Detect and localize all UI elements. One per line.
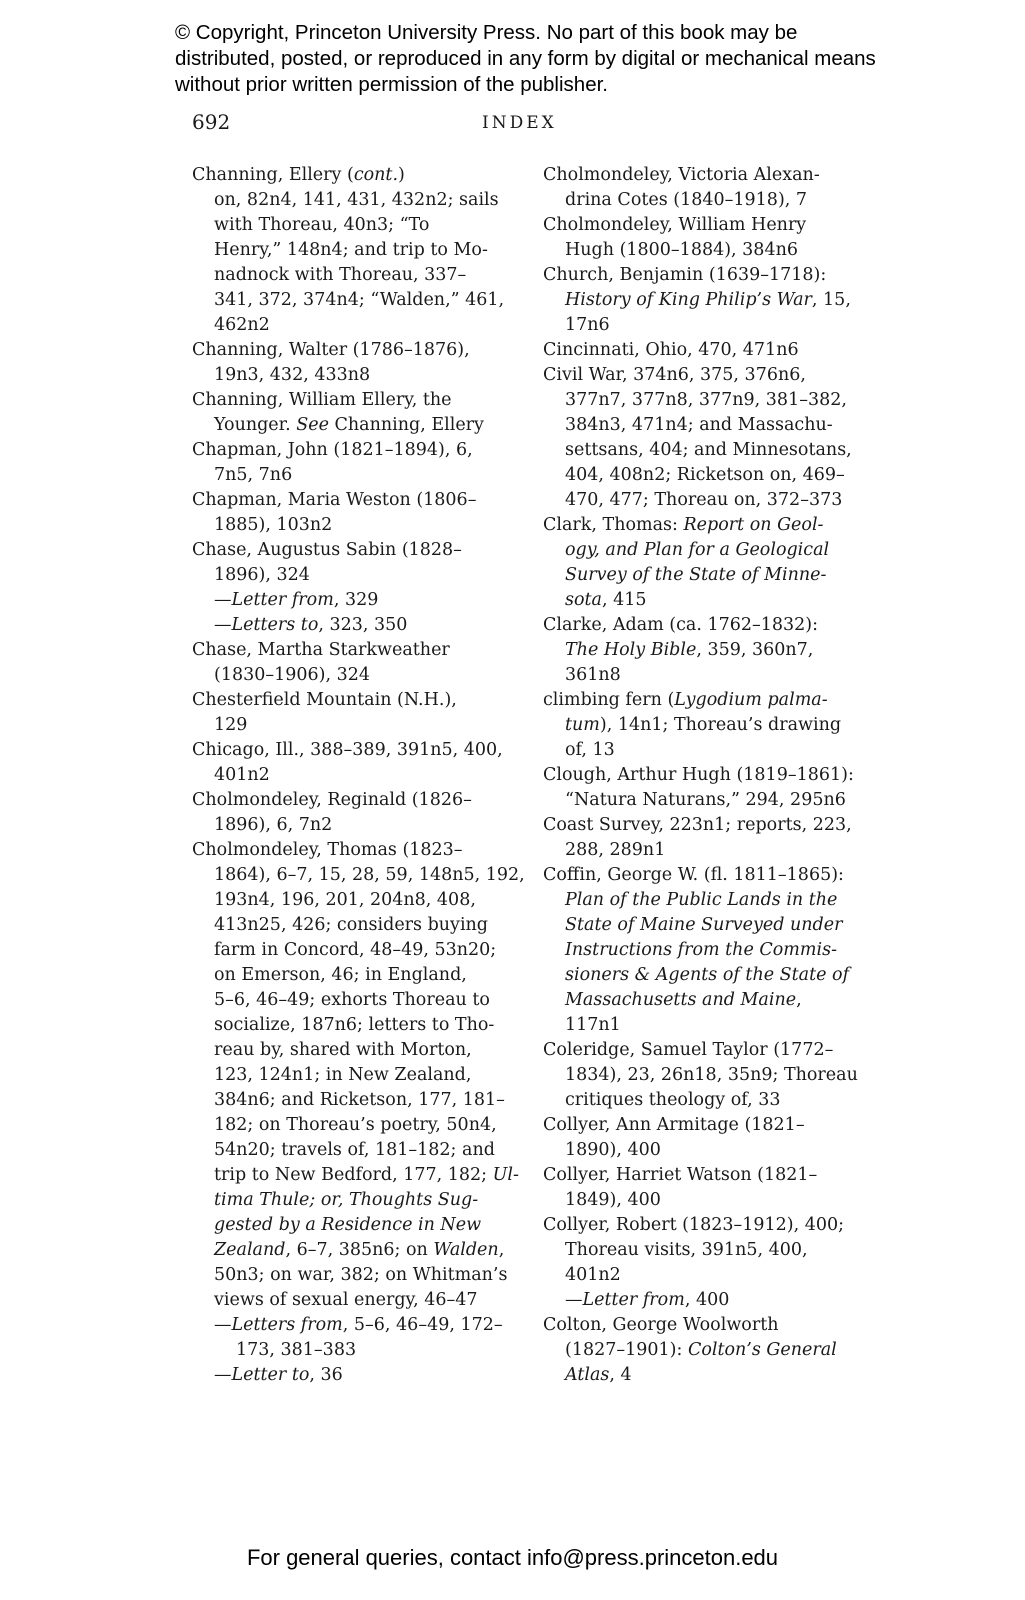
index-text: 1890), 400 (565, 1140, 661, 1160)
index-line (543, 488, 873, 513)
index-text: 341, 372, 374n4; “Walden,” 461, (214, 290, 505, 310)
index-text: settsans, 404; and Minnesotans, (565, 440, 852, 460)
index-text-italic: Letters to (231, 615, 319, 635)
index-line (192, 1213, 522, 1238)
index-line (543, 538, 873, 563)
index-text: with Thoreau, 40n3; “To (214, 215, 430, 235)
index-text: 401n2 (565, 1265, 621, 1285)
index-text: Channing, Ellery ( (192, 165, 354, 185)
index-text: Younger. (214, 415, 297, 435)
index-text-italic: Report on Geol- (683, 515, 824, 535)
index-text: 129 (214, 715, 248, 735)
index-text-italic: See (296, 415, 329, 435)
index-line (192, 213, 522, 238)
index-line (192, 238, 522, 263)
running-head: INDEX (482, 113, 557, 133)
index-line (543, 1313, 873, 1338)
index-line (192, 413, 522, 438)
index-text: , (498, 1240, 505, 1260)
index-line (192, 1038, 522, 1063)
index-text-italic: Letter from (231, 590, 334, 610)
index-line (192, 1363, 522, 1388)
index-text: 377n7, 377n8, 377n9, 381–382, (565, 390, 847, 410)
index-line (543, 1213, 873, 1238)
index-line (543, 1338, 873, 1363)
index-line (543, 813, 873, 838)
index-line (192, 463, 522, 488)
index-line (543, 938, 873, 963)
index-line (543, 888, 873, 913)
index-text: — (214, 1365, 232, 1385)
index-text: (1827–1901): (565, 1340, 688, 1360)
index-text: — (214, 590, 232, 610)
index-text: , 400 (684, 1290, 730, 1310)
index-text: nadnock with Thoreau, 337– (214, 265, 467, 285)
index-column-right (543, 163, 873, 1388)
index-text: 173, 381–383 (236, 1340, 357, 1360)
index-text: , 5–6, 46–49, 172– (342, 1315, 503, 1335)
index-line (543, 313, 873, 338)
index-line (192, 1088, 522, 1113)
index-text: Civil War, 374n6, 375, 376n6, (543, 365, 806, 385)
index-text-italic: Letter from (582, 1290, 685, 1310)
index-text: ), 14n1; Thoreau’s drawing (599, 715, 842, 735)
index-line (192, 338, 522, 363)
index-text: of, 13 (565, 740, 615, 760)
index-text: on, 82n4, 141, 431, 432n2; sails (214, 190, 499, 210)
index-line (543, 1013, 873, 1038)
index-text: , (796, 990, 802, 1010)
index-text: 470, 477; Thoreau on, 372–373 (565, 490, 843, 510)
index-line (192, 1163, 522, 1188)
index-text: Chase, Augustus Sabin (1828– (192, 540, 462, 560)
index-text: climbing fern ( (543, 690, 675, 710)
index-line (192, 913, 522, 938)
index-text: Hugh (1800–1884), 384n6 (565, 240, 798, 260)
index-line (543, 1188, 873, 1213)
index-text: Collyer, Harriet Watson (1821– (543, 1165, 818, 1185)
index-line (543, 1288, 873, 1313)
index-line (543, 1038, 873, 1063)
index-line (192, 313, 522, 338)
index-line (192, 163, 522, 188)
index-line (543, 863, 873, 888)
index-line (543, 388, 873, 413)
index-text: Channing, Walter (1786–1876), (192, 340, 470, 360)
index-text: 1885), 103n2 (214, 515, 333, 535)
footer-contact: For general queries, contact info@press.princeton.edu (246, 1545, 779, 1570)
index-text: 361n8 (565, 665, 621, 685)
index-text: , 415 (601, 590, 647, 610)
index-line (543, 188, 873, 213)
index-line (192, 688, 522, 713)
index-line (543, 513, 873, 538)
index-text: 17n6 (565, 315, 610, 335)
index-text: 1896), 6, 7n2 (214, 815, 333, 835)
index-line (543, 263, 873, 288)
index-line (192, 738, 522, 763)
index-line (543, 338, 873, 363)
index-text: Chapman, John (1821–1894), 6, (192, 440, 473, 460)
index-line (543, 288, 873, 313)
index-text: 123, 124n1; in New Zealand, (214, 1065, 472, 1085)
index-line (192, 288, 522, 313)
index-text: Thoreau visits, 391n5, 400, (565, 1240, 808, 1260)
index-line (192, 513, 522, 538)
index-text: , 329 (333, 590, 379, 610)
index-text: — (214, 615, 232, 635)
index-line (543, 1138, 873, 1163)
index-line (543, 238, 873, 263)
index-text: — (214, 1315, 232, 1335)
index-line (543, 713, 873, 738)
index-line (543, 913, 873, 938)
index-text: Cholmondeley, Thomas (1823– (192, 840, 463, 860)
index-text-italic: Survey of the State of Minne- (565, 565, 827, 585)
index-line (192, 1338, 522, 1363)
index-text: critiques theology of, 33 (565, 1090, 781, 1110)
index-text: , 15, (811, 290, 851, 310)
index-text: Coleridge, Samuel Taylor (1772– (543, 1040, 834, 1060)
index-text: ) (398, 165, 405, 185)
index-text: Clough, Arthur Hugh (1819–1861): (543, 765, 854, 785)
index-line (192, 1188, 522, 1213)
index-text-italic: Ul- (492, 1165, 519, 1185)
index-text-italic: History of King Philip’s War (565, 290, 812, 310)
index-text: , 323, 350 (318, 615, 408, 635)
index-text: 288, 289n1 (565, 840, 666, 860)
index-line (192, 538, 522, 563)
index-text-italic: Zealand (214, 1240, 286, 1260)
index-text: 182; on Thoreau’s poetry, 50n4, (214, 1115, 497, 1135)
index-line (192, 1063, 522, 1088)
index-text: socialize, 187n6; letters to Tho- (214, 1015, 495, 1035)
index-line (192, 588, 522, 613)
index-line (192, 363, 522, 388)
index-line (543, 563, 873, 588)
index-text: Clark, Thomas: (543, 515, 684, 535)
index-text: drina Cotes (1840–1918), 7 (565, 190, 808, 210)
index-line (543, 988, 873, 1013)
index-text: 19n3, 432, 433n8 (214, 365, 371, 385)
index-text: Colton, George Woolworth (543, 1315, 779, 1335)
index-text-italic: The Holy Bible (565, 640, 697, 660)
index-line (192, 963, 522, 988)
index-line (543, 1088, 873, 1113)
index-text: Henry,” 148n4; and trip to Mo- (214, 240, 488, 260)
index-text: 7n5, 7n6 (214, 465, 293, 485)
index-text: Clarke, Adam (ca. 1762–1832): (543, 615, 819, 635)
index-text: 1896), 324 (214, 565, 310, 585)
index-line (192, 838, 522, 863)
index-text: Cincinnati, Ohio, 470, 471n6 (543, 340, 799, 360)
index-text: 50n3; on war, 382; on Whitman’s (214, 1265, 508, 1285)
index-text: 5–6, 46–49; exhorts Thoreau to (214, 990, 490, 1010)
index-text: , 4 (609, 1365, 632, 1385)
index-line (543, 1113, 873, 1138)
index-line (543, 738, 873, 763)
index-line (192, 563, 522, 588)
index-line (192, 438, 522, 463)
index-text: , 36 (309, 1365, 343, 1385)
index-line (543, 838, 873, 863)
index-text-italic: sioners & Agents of the State of (565, 965, 850, 985)
index-line (192, 863, 525, 888)
index-line (543, 363, 873, 388)
index-text: Chase, Martha Starkweather (192, 640, 450, 660)
index-line (543, 763, 873, 788)
index-text: 384n6; and Ricketson, 177, 181– (214, 1090, 505, 1110)
index-text: “Natura Naturans,” 294, 295n6 (565, 790, 846, 810)
index-text: 401n2 (214, 765, 270, 785)
index-text-italic: Letter to (231, 1365, 310, 1385)
index-text: reau by, shared with Morton, (214, 1040, 472, 1060)
index-line (543, 688, 873, 713)
index-line (543, 213, 873, 238)
index-text: 193n4, 196, 201, 204n8, 408, (214, 890, 476, 910)
index-line (192, 1313, 522, 1338)
index-text-italic: cont. (353, 165, 399, 185)
index-text: Chicago, Ill., 388–389, 391n5, 400, (192, 740, 503, 760)
index-text: 1834), 23, 26n18, 35n9; Thoreau (565, 1065, 858, 1085)
index-line (192, 888, 522, 913)
copyright-notice: © Copyright, Princeton University Press. No part of this book may be distributed, posted, or reproduced in any form by digital or mechanical means without prior written permission of the publisher. (175, 21, 876, 96)
index-line (543, 788, 873, 813)
index-text-italic: sota (565, 590, 602, 610)
index-text: 1849), 400 (565, 1190, 661, 1210)
index-text: Coffin, George W. (fl. 1811–1865): (543, 865, 844, 885)
index-line (543, 1238, 873, 1263)
index-line (192, 713, 522, 738)
index-text: 117n1 (565, 1015, 621, 1035)
index-line (543, 1163, 873, 1188)
index-line (192, 613, 522, 638)
index-line (192, 263, 522, 288)
index-line (543, 963, 873, 988)
index-line (192, 938, 522, 963)
index-line (543, 438, 873, 463)
index-text: farm in Concord, 48–49, 53n20; (214, 940, 497, 960)
index-text-italic: Massachusetts and Maine (565, 990, 797, 1010)
index-line (192, 1288, 522, 1313)
page-number: 692 (192, 110, 231, 134)
index-text: trip to New Bedford, 177, 182; (214, 1165, 493, 1185)
index-text-italic: Instructions from the Commis- (565, 940, 837, 960)
index-line (543, 663, 873, 688)
index-line (192, 638, 522, 663)
index-line (192, 813, 522, 838)
index-text-italic: Walden (433, 1240, 499, 1260)
index-text: — (565, 1290, 583, 1310)
index-line (543, 163, 873, 188)
index-column-left (192, 163, 525, 1388)
index-text: 462n2 (214, 315, 270, 335)
index-line (192, 488, 522, 513)
index-line (192, 763, 522, 788)
index-line (192, 1263, 522, 1288)
index-text: Coast Survey, 223n1; reports, 223, (543, 815, 852, 835)
index-text-italic: State of Maine Surveyed under (565, 915, 843, 935)
index-line (192, 663, 522, 688)
index-line (192, 1113, 522, 1138)
index-text: 413n25, 426; considers buying (214, 915, 489, 935)
index-line (192, 1013, 522, 1038)
index-text: Channing, Ellery (328, 415, 484, 435)
index-text: Cholmondeley, William Henry (543, 215, 807, 235)
index-text-italic: Letters from (231, 1315, 343, 1335)
index-text: , 359, 360n7, (696, 640, 814, 660)
index-text-italic: gested by a Residence in New (214, 1215, 482, 1235)
index-text-italic: tum (565, 715, 600, 735)
index-text: 404, 408n2; Ricketson on, 469– (565, 465, 845, 485)
index-text: Cholmondeley, Reginald (1826– (192, 790, 472, 810)
index-text: views of sexual energy, 46–47 (214, 1290, 478, 1310)
index-text-italic: Lygodium palma- (674, 690, 828, 710)
index-text: 384n3, 471n4; and Massachu- (565, 415, 833, 435)
index-text: on Emerson, 46; in England, (214, 965, 467, 985)
index-text: 54n20; travels of, 181–182; and (214, 1140, 495, 1160)
index-line (192, 388, 522, 413)
index-text-italic: tima Thule; or, Thoughts Sug- (214, 1190, 479, 1210)
index-line (543, 638, 873, 663)
index-line (543, 413, 873, 438)
index-line (192, 788, 522, 813)
index-line (543, 463, 873, 488)
index-text: Cholmondeley, Victoria Alexan- (543, 165, 820, 185)
index-text: Channing, William Ellery, the (192, 390, 452, 410)
index-text: Collyer, Robert (1823–1912), 400; (543, 1215, 845, 1235)
index-text-italic: ogy, and Plan for a Geological (565, 540, 830, 560)
index-line (543, 613, 873, 638)
index-line (543, 1263, 873, 1288)
index-text: Collyer, Ann Armitage (1821– (543, 1115, 805, 1135)
index-text: Chesterfield Mountain (N.H.), (192, 690, 457, 710)
index-text-italic: Atlas (565, 1365, 610, 1385)
index-line (192, 988, 522, 1013)
index-text: 1864), 6–7, 15, 28, 59, 148n5, 192, (214, 865, 525, 885)
index-text: Church, Benjamin (1639–1718): (543, 265, 827, 285)
index-text: (1830–1906), 324 (214, 665, 371, 685)
index-text-italic: Colton’s General (687, 1340, 837, 1360)
index-line (192, 188, 522, 213)
index-line (192, 1138, 522, 1163)
index-text: Chapman, Maria Weston (1806– (192, 490, 477, 510)
index-text-italic: Plan of the Public Lands in the (565, 890, 838, 910)
index-line (192, 1238, 522, 1263)
index-text: , 6–7, 385n6; on (285, 1240, 434, 1260)
index-line (543, 588, 873, 613)
index-line (543, 1363, 873, 1388)
index-line (543, 1063, 873, 1088)
